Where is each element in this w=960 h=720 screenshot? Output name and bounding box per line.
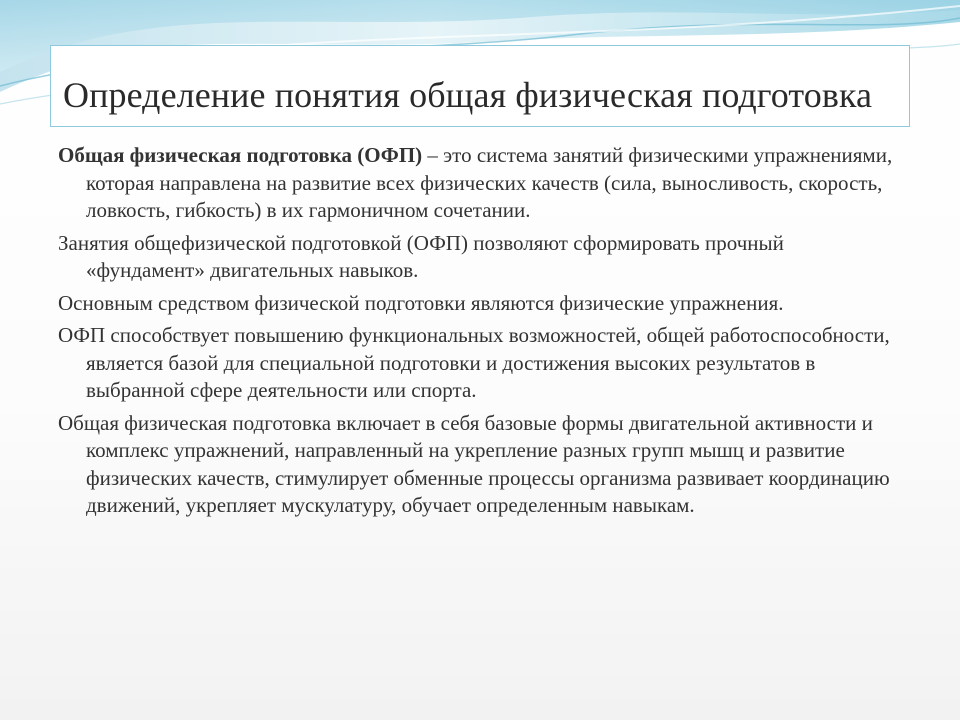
slide-body: [58, 142, 904, 525]
title-box: [50, 45, 910, 127]
definition-term: Общая физическая подготовка (ОФП): [58, 143, 423, 167]
slide-title: Определение понятия общая физическая подготовка: [63, 75, 873, 115]
paragraph-main-means: Основным средством физической подготовки являются физические упражнения.: [58, 290, 784, 315]
paragraph-definition: [58, 142, 904, 225]
paragraph-benefits: ОФП способствует повышению функциональных возможностей, общей работоспособности, является базой для специальной подготовки и достижения высоких результатов в выбранной сфере деятельности или спорта.: [58, 323, 890, 402]
definition-text: – это система занятий физическими упражнениями, которая направлена на развитие всех физических качеств (сила, выносливость, скорость, ловкость, гибкость) в их гармоничном сочетании.: [86, 143, 893, 222]
paragraph-foundation: Занятия общефизической подготовкой (ОФП) позволяют сформировать прочный «фундамент» двигательных навыков.: [58, 230, 784, 282]
paragraph-includes: Общая физическая подготовка включает в себя базовые формы двигательной активности и комплекс упражнений, направленный на укрепление разных групп мышц и развитие физических качеств, стимулирует обменные процессы организма развивает координацию движений, укрепляет мускулатуру, обучает определенным навыкам.: [58, 410, 890, 517]
